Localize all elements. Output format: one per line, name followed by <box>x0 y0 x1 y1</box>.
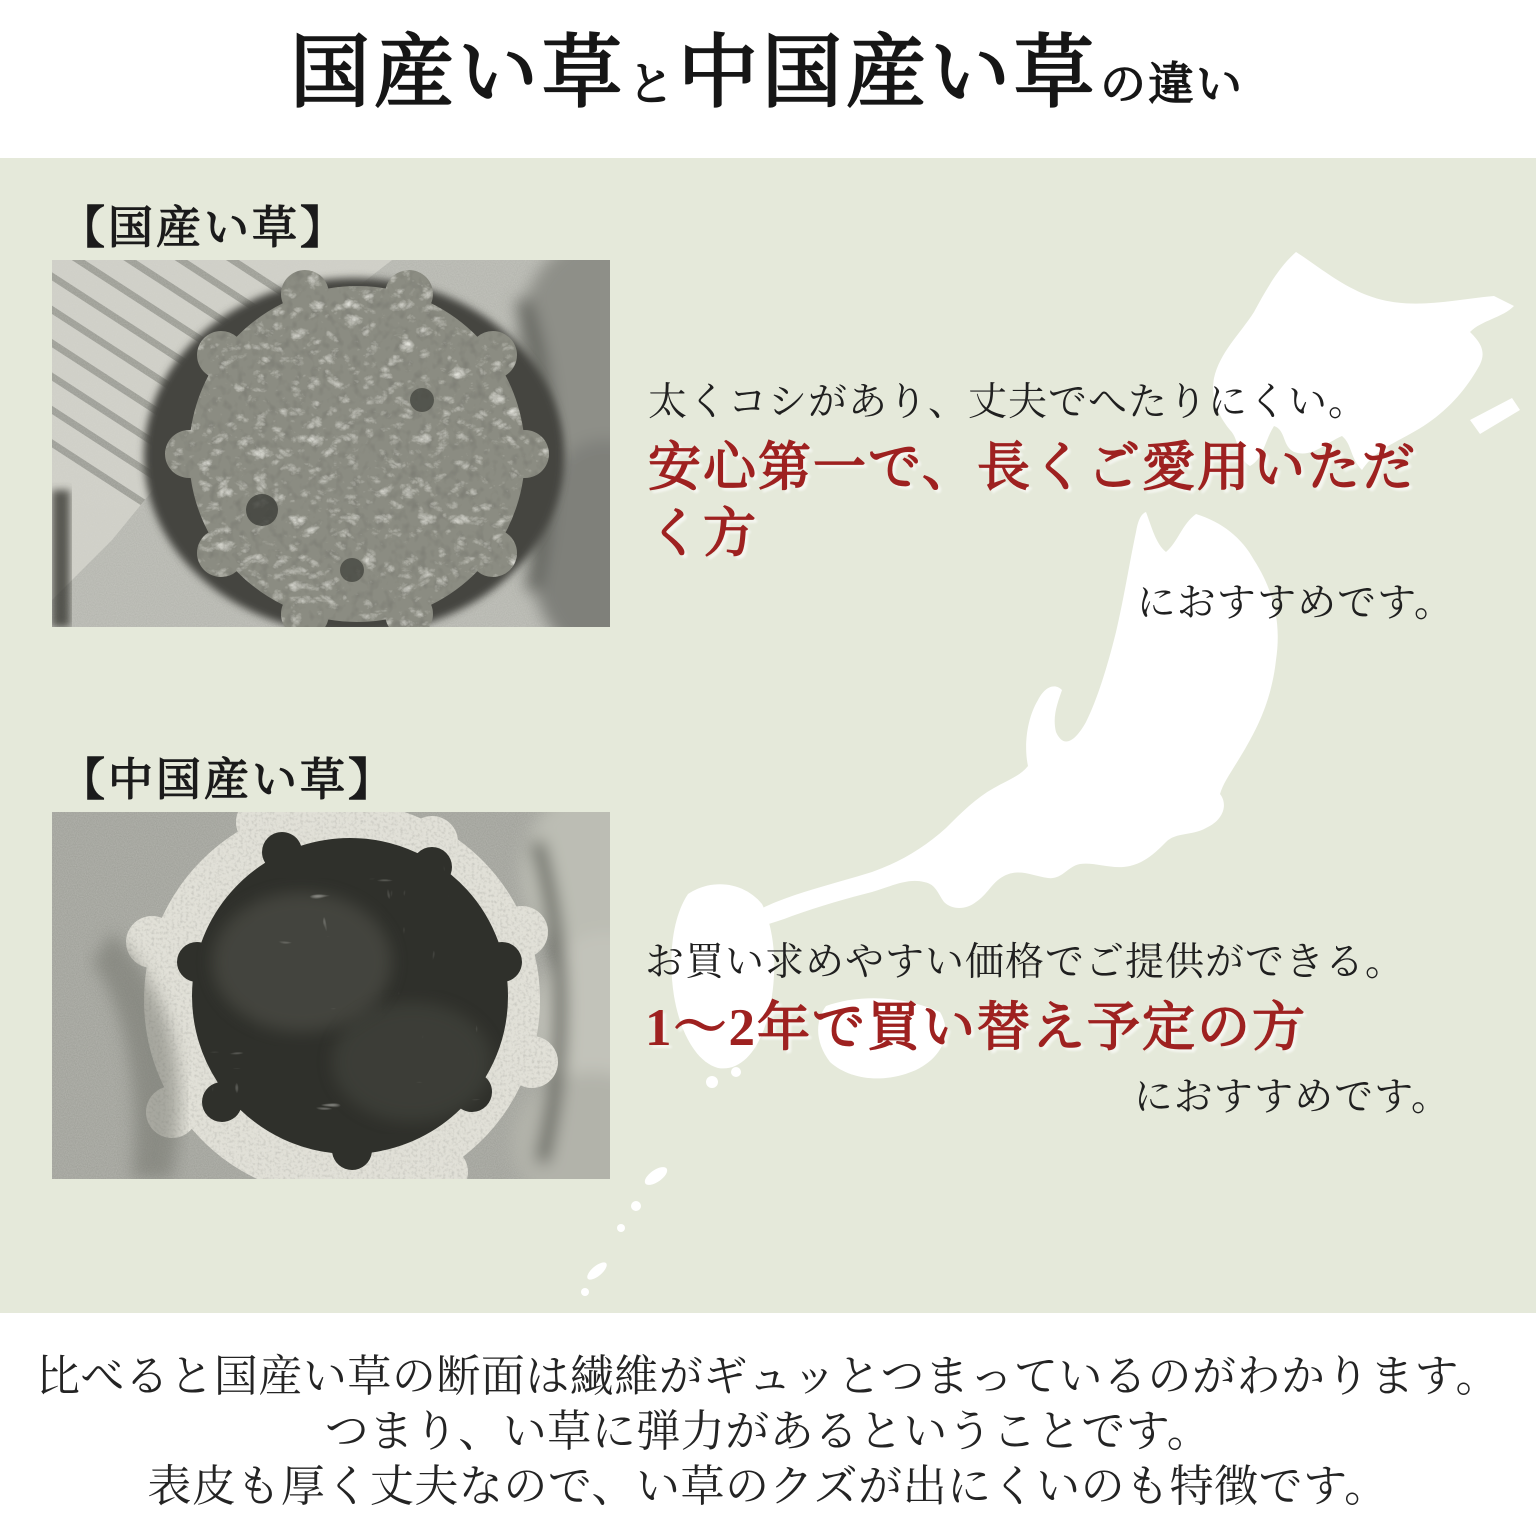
label-domestic-igusa: 【国産い草】 <box>60 203 349 253</box>
desc-domestic-line1: 太くコシがあり、丈夫でへたりにくい。 <box>648 381 1369 424</box>
title-conjunction: と <box>628 59 676 110</box>
desc-chinese <box>645 940 1451 1122</box>
desc-domestic <box>648 380 1454 628</box>
label-chinese-igusa: 【中国産い草】 <box>60 755 397 805</box>
desc-chinese-highlight: 1〜2年で買い替え予定の方 <box>645 998 1307 1057</box>
footer-line1: 比べると国産い草の断面は繊維がギュッとつまっているのがわかります。 <box>35 1352 1501 1401</box>
page-title <box>0 0 1536 158</box>
desc-domestic-highlight: 安心第一で、長くご愛用いただく方 <box>648 438 1417 564</box>
desc-chinese-suffix: におすすめです。 <box>1133 1076 1451 1120</box>
footer-note <box>0 1313 1536 1536</box>
footer-line3: 表皮も厚く丈夫なので、い草のクズが出にくいのも特徴です。 <box>147 1462 1389 1511</box>
title-difference: の違い <box>1100 59 1244 110</box>
footer-line2: つまり、い草に弾力があるということです。 <box>324 1407 1212 1456</box>
desc-chinese-line1: お買い求めやすい価格でご提供ができる。 <box>645 941 1406 984</box>
title-domestic-term: 国産い草 <box>290 30 626 118</box>
sem-photo-chinese-igusa <box>52 812 610 1179</box>
comparison-panel <box>0 158 1536 1313</box>
title-chinese-term: 中国産い草 <box>678 30 1098 118</box>
desc-domestic-suffix: におすすめです。 <box>1136 582 1454 626</box>
sem-photo-domestic-igusa <box>52 260 610 627</box>
